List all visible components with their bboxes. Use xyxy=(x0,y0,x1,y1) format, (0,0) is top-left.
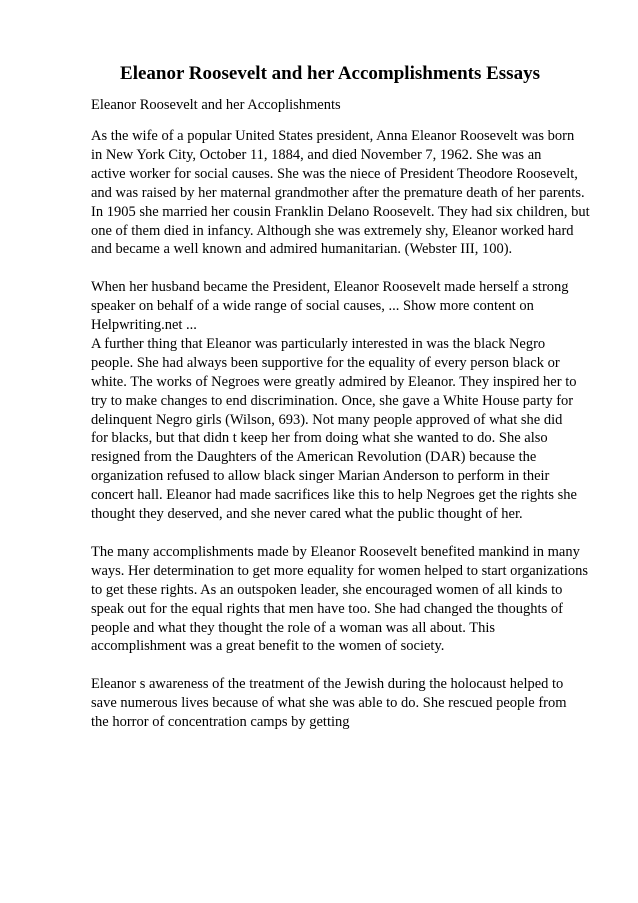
paragraph-spacer xyxy=(91,524,599,543)
paragraph-accomplishments: The many accomplishments made by Eleanor Roosevelt benefited mankind in many ways. Her determination to get more equality for women helped to start organizations to get these rights. As an outspoken leader, she encouraged women of all kinds to speak out for the equal rights that men have too. She had changed the thoughts of people and what they thought the role of a woman was all about. This accomplishment was a great benefit to the women of society. xyxy=(91,543,589,655)
paragraph-holocaust: Eleanor s awareness of the treatment of the Jewish during the holocaust helped to save numerous lives because of what she was able to do. She rescued people from the horror of concentration camps by getting xyxy=(91,676,567,731)
paragraph-equality: A further thing that Eleanor was particularly interested in was the black Negro people. She had always been supportive for the equality of every person black or white. The works of Negroes were greatly admired by Eleanor. They inspired her to try to make changes to end discrimination. Once, she gave a White House party for delinquent Negro girls (Wilson, 693). Not many people approved of what she did for blacks, but that didn t keep her from doing what she wanted to do. She also resigned from the Daughters of the American Revolution (DAR) because the organization refused to allow black singer Marian Anderson to perform in their concert hall. Eleanor had made sacrifices like this to help Negroes get the rights she thought they deserved, and she never cared what the public thought of her. xyxy=(91,335,577,523)
paragraph-spacer xyxy=(91,656,599,675)
paragraph-president-wife: When her husband became the President, Eleanor Roosevelt made herself a strong speaker on behalf of a wide range of social causes, ... Show more content on Helpwriting.net ... xyxy=(91,279,569,334)
document-subtitle: Eleanor Roosevelt and her Accoplishments xyxy=(91,97,341,113)
paragraph-spacer xyxy=(91,259,599,278)
paragraph-biography: As the wife of a popular United States president, Anna Eleanor Roosevelt was born in New York City, October 11, 1884, and died November 7, 1962. She was an active worker for social causes. She was the niece of President Theodore Roosevelt, and was raised by her maternal grandmother after the premature death of her parents. In 1905 she married her cousin Franklin Delano Roosevelt. They had six children, but one of them died in infancy. Although she was extremely shy, Eleanor worked hard and became a well known and admired humanitarian. (Webster III, 100). xyxy=(91,128,590,258)
document-title: Eleanor Roosevelt and her Accomplishments Essays xyxy=(120,63,540,84)
document-body xyxy=(91,127,599,732)
